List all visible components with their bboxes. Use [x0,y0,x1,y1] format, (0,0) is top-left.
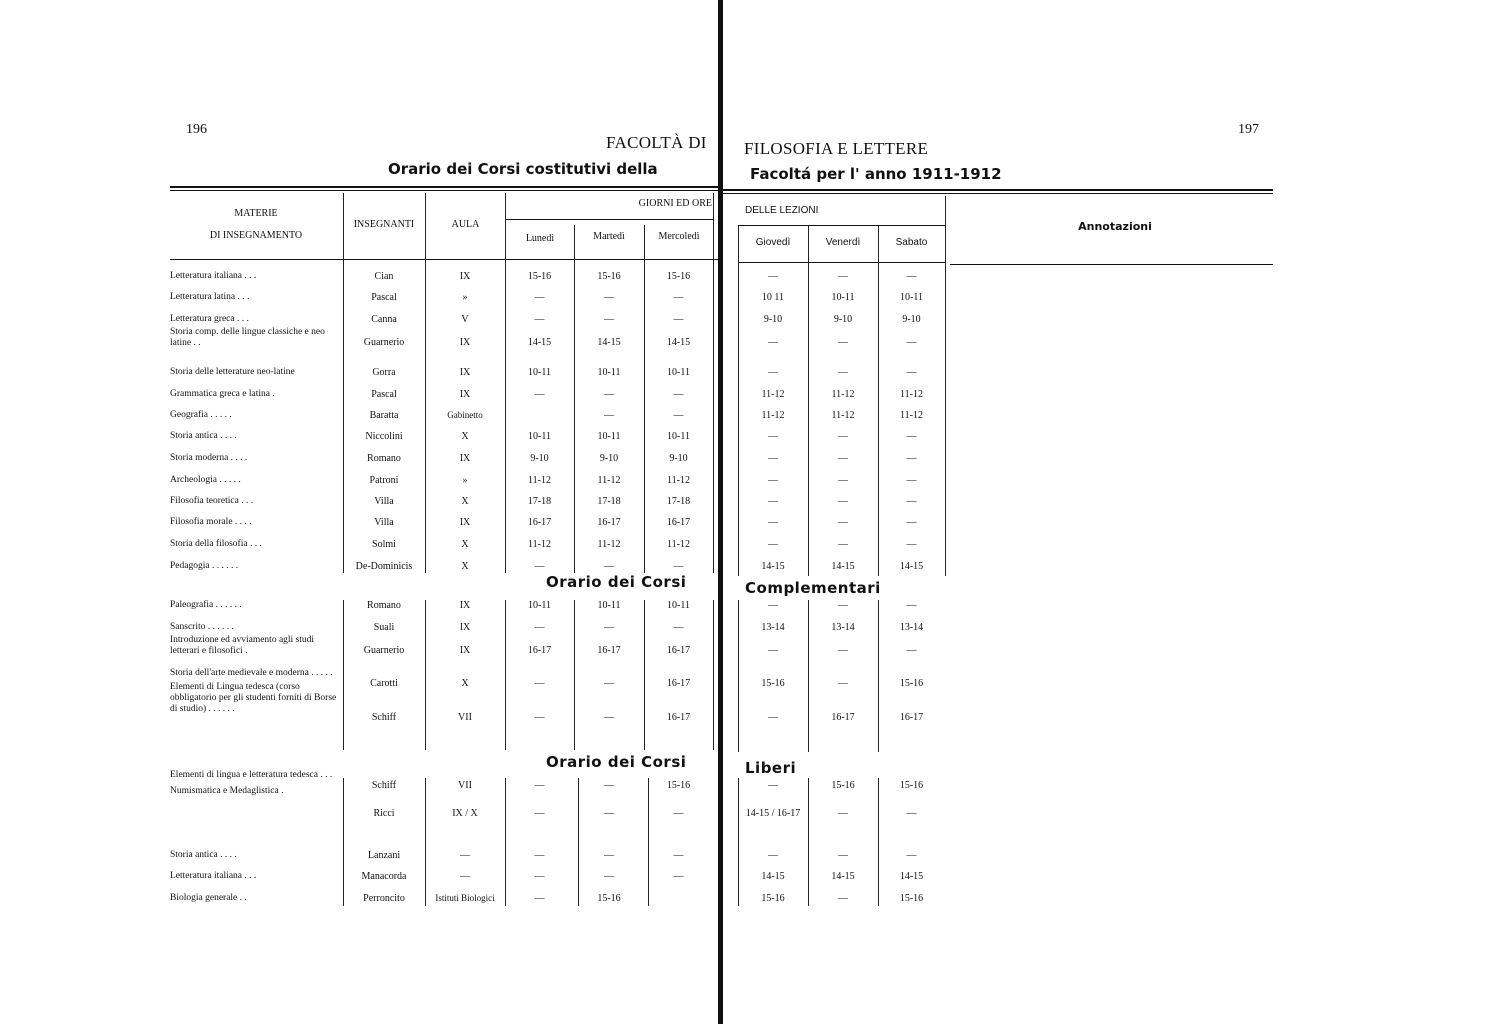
hours-thursday: — [768,337,778,348]
teacher-name: Canna [371,314,397,325]
hours-friday: — [838,678,848,689]
classroom: Gabinetto [447,410,483,420]
hours-wednesday: — [673,292,684,303]
hours-tuesday: — [604,410,614,421]
section-heading-left: Orario dei Corsi [546,753,687,771]
hours-thursday: — [768,539,778,550]
hours-thursday: 9-10 [763,314,783,325]
subject-name: Letteratura latina . . . [170,292,250,302]
classroom: X [461,561,469,572]
hours-monday: — [534,808,545,819]
classroom: IX [459,271,471,282]
hours-wednesday: 16-17 [666,645,691,656]
hours-thursday: 14-15 / 16-17 [745,808,801,819]
hours-saturday: 15-16 [899,893,924,904]
hours-friday: — [838,453,848,464]
col-line [578,778,579,906]
hours-tuesday: 10-11 [597,600,621,611]
hours-monday: 10-11 [528,367,551,378]
hours-saturday: 16-17 [899,712,924,723]
hours-monday: — [534,712,545,723]
hours-monday: — [534,622,545,633]
annotazioni-rule [950,264,1273,265]
classroom: » [462,475,468,486]
teacher-name: Romano [367,453,401,464]
subject-name: Grammatica greca e latina . [170,389,275,399]
hours-friday: — [838,893,848,904]
hours-friday: 10-11 [831,292,855,303]
hours-tuesday: 14-15 [597,337,621,348]
hours-friday: — [838,367,848,378]
hours-friday: — [838,475,848,486]
left-page-number: 196 [186,122,207,137]
left-top-rule [170,186,718,188]
hours-thursday: — [768,271,778,282]
teacher-name: Villa [374,496,394,507]
teacher-name: Villa [374,517,394,528]
hours-wednesday: — [673,389,684,400]
hours-thursday: — [768,431,778,442]
hours-tuesday: 15-16 [597,893,621,904]
hours-wednesday: — [673,850,684,861]
header-delle-lezioni: DELLE LEZIONI [745,205,819,216]
classroom: X [461,431,469,442]
header-materie-2: DI INSEGNAMENTO [209,230,303,241]
hours-saturday: 11-12 [900,410,923,421]
classroom: IX [459,453,471,464]
hours-wednesday: 9-10 [669,453,688,464]
section-heading-left: Orario dei Corsi [546,573,687,591]
subject-name: Elementi di Lingua tedesca (corso obbligatorio per gli studenti forniti di Borse di studio) . . . . . . [170,682,337,714]
right-page-subtitle: Facoltá per l' anno 1911-1912 [750,165,1002,183]
teacher-name: Guarnerio [363,645,405,656]
hours-thursday: — [768,453,778,464]
subject-name: Storia antica . . . . [170,431,237,441]
hours-saturday: — [906,645,917,656]
hours-thursday: 10 11 [761,292,785,303]
classroom: IX [459,517,471,528]
lezioni-rule [738,225,945,226]
col-line [738,778,739,906]
hours-monday: — [534,780,545,791]
subject-name: Storia antica . . . . [170,850,237,860]
hours-wednesday: — [673,808,684,819]
subject-name: Geografia . . . . . [170,410,232,420]
hours-wednesday: — [673,410,684,421]
hours-monday: 10-11 [528,600,551,611]
col-line [343,193,344,573]
hours-tuesday: — [604,314,614,325]
right-page-title: FILOSOFIA E LETTERE [744,139,929,158]
right-page-number: 197 [1238,122,1259,137]
hours-tuesday: 16-17 [597,517,621,528]
hours-wednesday: — [673,622,684,633]
hours-wednesday: 17-18 [666,496,691,507]
hours-tuesday: — [604,622,614,633]
hours-monday: 15-16 [527,271,552,282]
hours-monday: 16-17 [527,645,552,656]
header-lunedi: Lunedì [525,233,555,244]
hours-wednesday: 11-12 [667,475,690,486]
left-top-rule-thin [170,190,718,191]
col-line [945,196,946,576]
hours-tuesday: 9-10 [599,453,619,464]
hours-thursday: 14-15 [761,871,785,882]
teacher-name: Schiff [371,712,397,723]
hours-tuesday: — [604,712,614,723]
col-line [425,193,426,573]
classroom: Istituti Biologici [435,893,495,903]
hours-friday: — [838,645,848,656]
subject-name: Pedagogia . . . . . . [170,561,239,571]
classroom: — [460,871,470,882]
section-heading-right: Liberi [745,759,797,777]
classroom: — [460,850,470,861]
hours-thursday: 11-12 [761,389,785,400]
hours-tuesday: — [604,389,614,400]
hours-saturday: — [906,475,917,486]
col-line [713,600,714,750]
hours-wednesday: 16-17 [666,517,691,528]
hours-monday: 11-12 [528,539,551,550]
hours-saturday: — [906,337,917,348]
hours-thursday: — [768,712,778,723]
classroom: IX [459,622,471,633]
hours-saturday: — [906,600,917,611]
hours-tuesday: — [604,871,614,882]
hours-friday: 15-16 [831,780,855,791]
hours-friday: — [838,808,848,819]
hours-tuesday: — [604,780,614,791]
hours-monday: — [534,871,545,882]
hours-monday: — [534,389,545,400]
hours-saturday: — [906,517,917,528]
right-top-rule-thin [723,193,1273,194]
hours-friday: — [838,496,848,507]
subject-name: Storia comp. delle lingue classiche e neo latine . . [170,327,325,348]
classroom: X [461,496,469,507]
header-annotazioni: Annotazioni [1078,220,1152,233]
hours-thursday: — [768,600,778,611]
subject-name: Letteratura greca . . . [170,314,249,324]
hours-thursday: — [768,517,778,528]
classroom: IX [459,600,471,611]
subject-name: Introduzione ed avviamento agli studi letterari e filosofici . [170,635,315,656]
hours-thursday: 11-12 [761,410,785,421]
hours-monday: — [534,292,545,303]
hours-friday: — [838,539,848,550]
hours-tuesday: 17-18 [597,496,621,507]
teacher-name: Manacorda [361,871,407,882]
left-page-title: FACOLTÀ DI [606,133,707,152]
hours-monday: — [534,678,545,689]
hours-tuesday: 10-11 [597,367,621,378]
teacher-name: Cian [374,271,394,282]
teacher-name: Schiff [371,780,397,791]
hours-thursday: 13-14 [761,622,785,633]
hours-wednesday: 11-12 [667,539,690,550]
hours-friday: 16-17 [831,712,855,723]
hours-saturday: 15-16 [899,678,924,689]
teacher-name: Patroni [369,475,399,486]
teacher-name: Baratta [369,410,399,421]
hours-saturday: 14-15 [899,561,924,572]
hours-tuesday: — [604,678,614,689]
subject-name: Numismatica e Medaglistica . [170,786,284,796]
teacher-name: Ricci [373,808,395,819]
hours-saturday: 14-15 [899,871,924,882]
header-venerdi: Venerdì [825,237,861,248]
hours-friday: 14-15 [831,871,855,882]
hours-thursday: 14-15 [761,561,785,572]
hours-thursday: — [768,780,778,791]
hours-monday: 11-12 [528,475,551,486]
hours-friday: — [838,271,848,282]
col-line [505,193,506,573]
giorni-rule [506,219,714,220]
hours-friday: — [838,850,848,861]
classroom: IX [459,367,471,378]
hours-monday: 17-18 [527,496,552,507]
hours-saturday: — [906,271,917,282]
hours-friday: 11-12 [831,410,855,421]
hours-tuesday: 10-11 [597,431,621,442]
teacher-name: Solmi [372,539,396,550]
col-line [713,193,714,573]
hours-saturday: 13-14 [899,622,924,633]
hours-thursday: 15-16 [761,893,785,904]
hours-monday: 16-17 [527,517,552,528]
classroom: IX [459,337,471,348]
hours-saturday: — [906,850,917,861]
teacher-name: Pascal [371,389,397,400]
left-page-subtitle: Orario dei Corsi costitutivi della [388,160,658,178]
subject-name: Letteratura italiana . . . [170,271,257,281]
header-materie-1: MATERIE [234,208,278,219]
hours-wednesday: — [673,871,684,882]
subject-name: Storia delle letterature neo-latine [170,367,295,377]
hours-saturday: — [906,367,917,378]
hours-saturday: — [906,808,917,819]
hours-wednesday: — [673,314,684,325]
classroom: IX [459,645,471,656]
book-gutter [718,0,723,1024]
subject-name: Letteratura italiana . . . [170,871,257,881]
hours-monday: — [534,850,545,861]
teacher-name: Suali [373,622,395,633]
teacher-name: Pascal [371,292,397,303]
classroom: VII [458,712,472,723]
hours-wednesday: 10-11 [667,600,690,611]
col-line [425,778,426,906]
subject-name: Elementi di lingua e letteratura tedesca . . . [170,770,333,780]
hours-tuesday: 16-17 [597,645,621,656]
classroom: X [461,539,469,550]
header-giorni: GIORNI ED ORE [638,198,712,209]
hours-friday: 14-15 [831,561,855,572]
hours-friday: 11-12 [831,389,855,400]
hours-tuesday: — [604,561,614,572]
hours-tuesday: 11-12 [597,539,621,550]
subject-name: Biologia generale . . [170,893,247,903]
subject-name: Archeologia . . . . . [170,475,241,485]
right-header-bottom-rule [738,262,945,263]
hours-friday: — [838,431,848,442]
hours-tuesday: — [604,292,614,303]
teacher-name: Niccolini [365,431,403,442]
hours-saturday: — [906,539,917,550]
hours-thursday: — [768,850,778,861]
classroom: X [461,678,469,689]
col-line [343,778,344,906]
header-aula: AULA [451,219,480,230]
hours-saturday: 9-10 [902,314,921,325]
teacher-name: De-Dominicis [355,561,413,572]
hours-monday: — [534,893,545,904]
header-martedi: Martedì [593,231,625,242]
hours-monday: 14-15 [527,337,552,348]
teacher-name: Romano [367,600,401,611]
hours-saturday: — [906,496,917,507]
hours-wednesday: 14-15 [666,337,691,348]
classroom: IX / X [452,808,478,819]
col-line [808,778,809,906]
teacher-name: Guarnerio [363,337,405,348]
hours-thursday: — [768,367,778,378]
subject-name: Filosofia teoretica . . . [170,496,254,506]
hours-monday: 10-11 [528,431,551,442]
hours-wednesday: 15-16 [666,780,691,791]
hours-wednesday: — [673,561,684,572]
hours-tuesday: 11-12 [597,475,621,486]
hours-thursday: — [768,645,778,656]
hours-tuesday: 15-16 [597,271,621,282]
header-mercoledi: Mercoledì [658,231,700,242]
hours-monday: — [534,314,545,325]
col-line [505,778,506,906]
teacher-name: Carotti [370,678,398,689]
col-line [648,778,649,906]
hours-wednesday: 16-17 [666,712,691,723]
hours-friday: 13-14 [831,622,855,633]
hours-saturday: — [906,431,917,442]
header-sabato: Sabato [895,237,928,248]
hours-tuesday: — [604,850,614,861]
subject-name: Filosofia morale . . . . [170,517,252,527]
col-line [878,778,879,906]
classroom: VII [458,780,472,791]
classroom: » [462,292,468,303]
hours-saturday: 15-16 [899,780,924,791]
hours-wednesday: 10-11 [667,367,690,378]
hours-wednesday: 15-16 [666,271,691,282]
right-top-rule [723,189,1273,191]
subject-name: Paleografia . . . . . . [170,600,242,610]
hours-saturday: 10-11 [900,292,923,303]
hours-saturday: — [906,453,917,464]
hours-saturday: 11-12 [900,389,923,400]
subject-name: Storia della filosofia . . . [170,539,262,549]
hours-wednesday: 10-11 [667,431,690,442]
hours-thursday: 15-16 [761,678,785,689]
teacher-name: Gorra [372,367,396,378]
teacher-name: Perroncito [363,893,405,904]
header-insegnanti: INSEGNANTI [353,219,415,230]
hours-friday: 9-10 [833,314,853,325]
hours-thursday: — [768,475,778,486]
left-header-bottom-rule [170,259,718,260]
hours-wednesday: 16-17 [666,678,691,689]
classroom: IX [459,389,471,400]
hours-friday: — [838,337,848,348]
hours-friday: — [838,517,848,528]
header-giovedi: Giovedì [755,237,791,248]
subject-name: Storia moderna . . . . [170,453,248,463]
section-heading-right: Complementari [745,579,881,597]
subject-name: Sanscrito . . . . . . [170,622,234,632]
hours-monday: 9-10 [530,453,549,464]
hours-tuesday: — [604,808,614,819]
hours-thursday: — [768,496,778,507]
subject-name: Storia dell'arte medievale e moderna . . . . . [170,668,333,678]
hours-monday: — [534,561,545,572]
hours-friday: — [838,600,848,611]
classroom: V [461,314,469,325]
teacher-name: Lanzani [367,850,401,861]
